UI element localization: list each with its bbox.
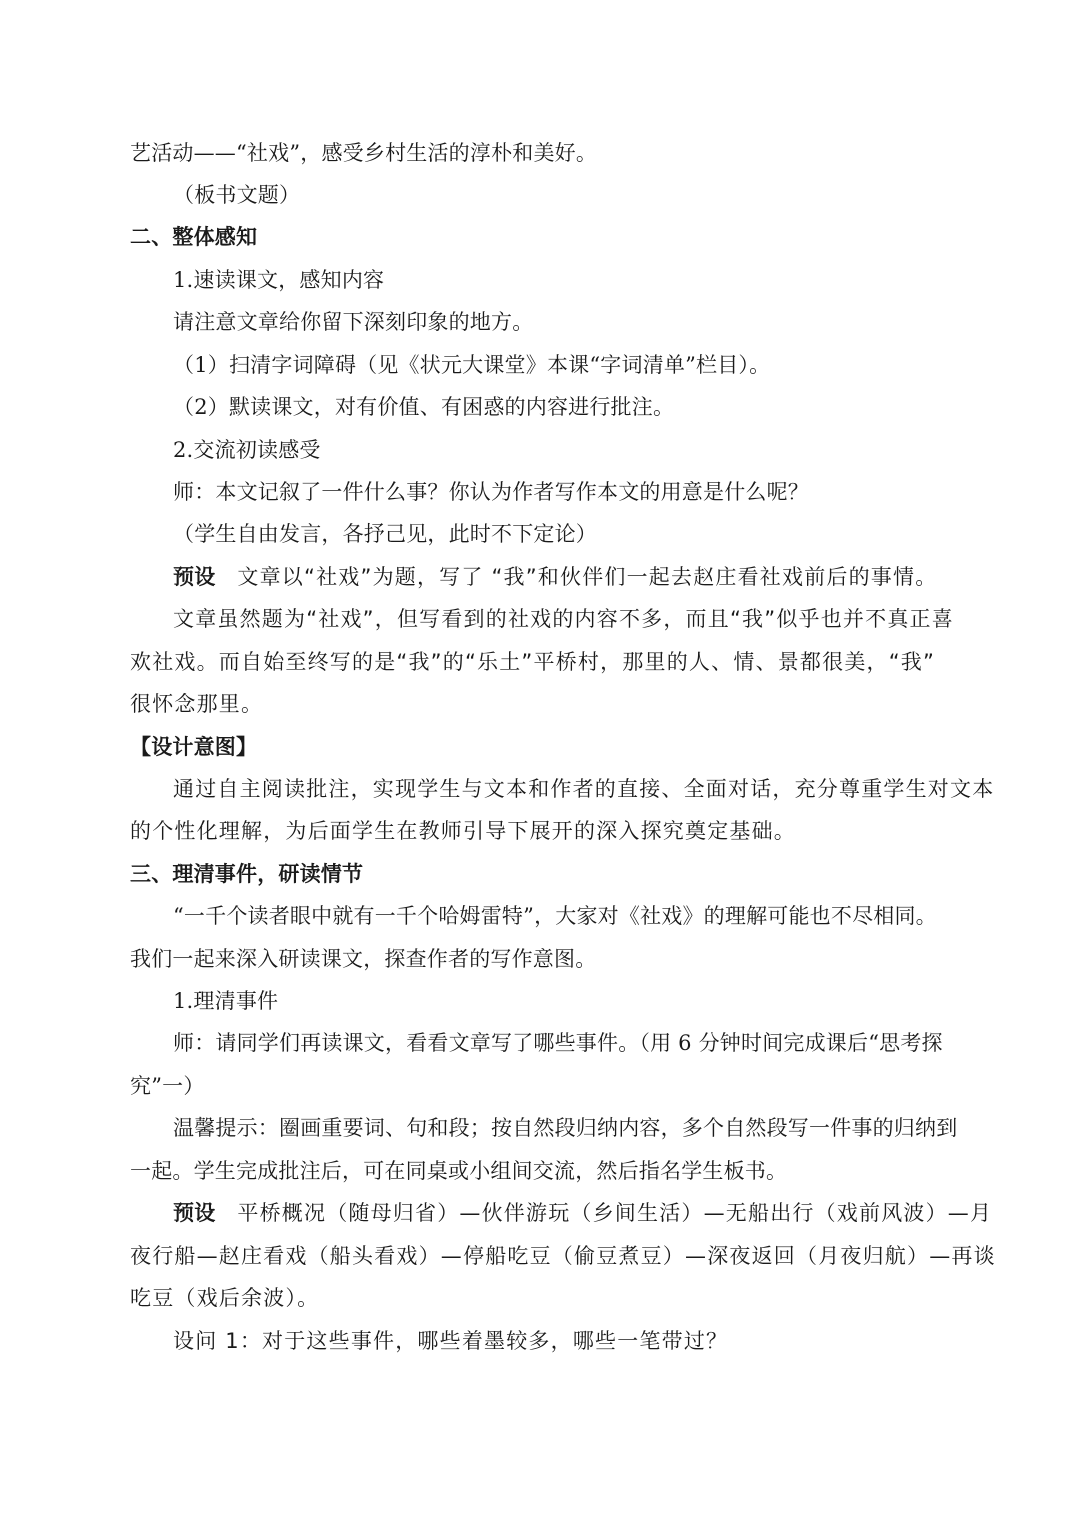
text-line: 的个性化理解，为后面学生在教师引导下展开的深入探究奠定基础。 [130, 819, 796, 843]
preset-label: 预设 [173, 564, 216, 589]
text-line: “一千个读者眼中就有一千个哈姆雷特”，大家对《社戏》的理解可能也不尽相同。 [173, 904, 937, 928]
text-line: 请注意文章给你留下深刻印象的地方。 [173, 310, 534, 334]
text-line: 师：请同学们再读课文，看看文章写了哪些事件。（用 6 分钟时间完成课后“思考探 [173, 1031, 943, 1055]
text-line: （板书文题） [173, 183, 301, 207]
text-line: （学生自由发言，各抒己见，此时不下定论） [173, 522, 597, 546]
text-line: 究”一） [130, 1074, 205, 1098]
subsection-heading: 2.交流初读感受 [173, 438, 321, 462]
subsection-heading: 1.速读课文，感知内容 [173, 268, 385, 292]
text-line: 一起。学生完成批注后，可在同桌或小组间交流，然后指名学生板书。 [130, 1159, 788, 1183]
text-line: 欢社戏。而自始至终写的是“我”的“乐土”平桥村，那里的人、情、景都很美，“我” [130, 650, 936, 674]
section-heading: 三、理清事件，研读情节 [130, 861, 364, 886]
text-line: 温馨提示：圈画重要词、句和段；按自然段归纳内容，多个自然段写一件事的归纳到 [173, 1116, 958, 1140]
text-line: 吃豆（戏后余波）。 [130, 1286, 320, 1310]
preset-text: 文章以“社戏”为题，写了 “我”和伙伴们一起去赵庄看社戏前后的事情。 [237, 565, 938, 589]
section-heading: 二、整体感知 [130, 224, 258, 249]
text-line: 文章虽然题为“社戏”，但写看到的社戏的内容不多，而且“我”似乎也并不真正喜 [173, 607, 954, 631]
text-line: 我们一起来深入研读课文，探查作者的写作意图。 [130, 947, 597, 971]
text-line: （1）扫清字词障碍（见《状元大课堂》本课“字词清单”栏目）。 [173, 353, 771, 377]
text-line: 设问 1：对于这些事件，哪些着墨较多，哪些一笔带过？ [173, 1329, 729, 1353]
preset-line [0, 1192, 1080, 1234]
preset-text: 平桥概况（随母归省）—伙伴游玩（乡间生活）—无船出行（戏前风波）—月 [237, 1201, 993, 1225]
text-line: 通过自主阅读批注，实现学生与文本和作者的直接、全面对话，充分尊重学生对文本 [173, 777, 995, 801]
text-line: 艺活动——“社戏”，感受乡村生活的淳朴和美好。 [130, 141, 598, 165]
subsection-heading: 1.理清事件 [173, 989, 279, 1013]
preset-label: 预设 [173, 1200, 216, 1225]
text-line: （2）默读课文，对有价值、有困惑的内容进行批注。 [173, 395, 675, 419]
design-intent-heading: 【设计意图】 [130, 734, 258, 759]
preset-line [0, 556, 1080, 598]
text-line: 很怀念那里。 [130, 692, 264, 716]
text-line: 师：本文记叙了一件什么事？你认为作者写作本文的用意是什么呢？ [173, 480, 809, 504]
text-line: 夜行船—赵庄看戏（船头看戏）—停船吃豆（偷豆煮豆）—深夜返回（月夜归航）—再谈 [130, 1244, 996, 1268]
